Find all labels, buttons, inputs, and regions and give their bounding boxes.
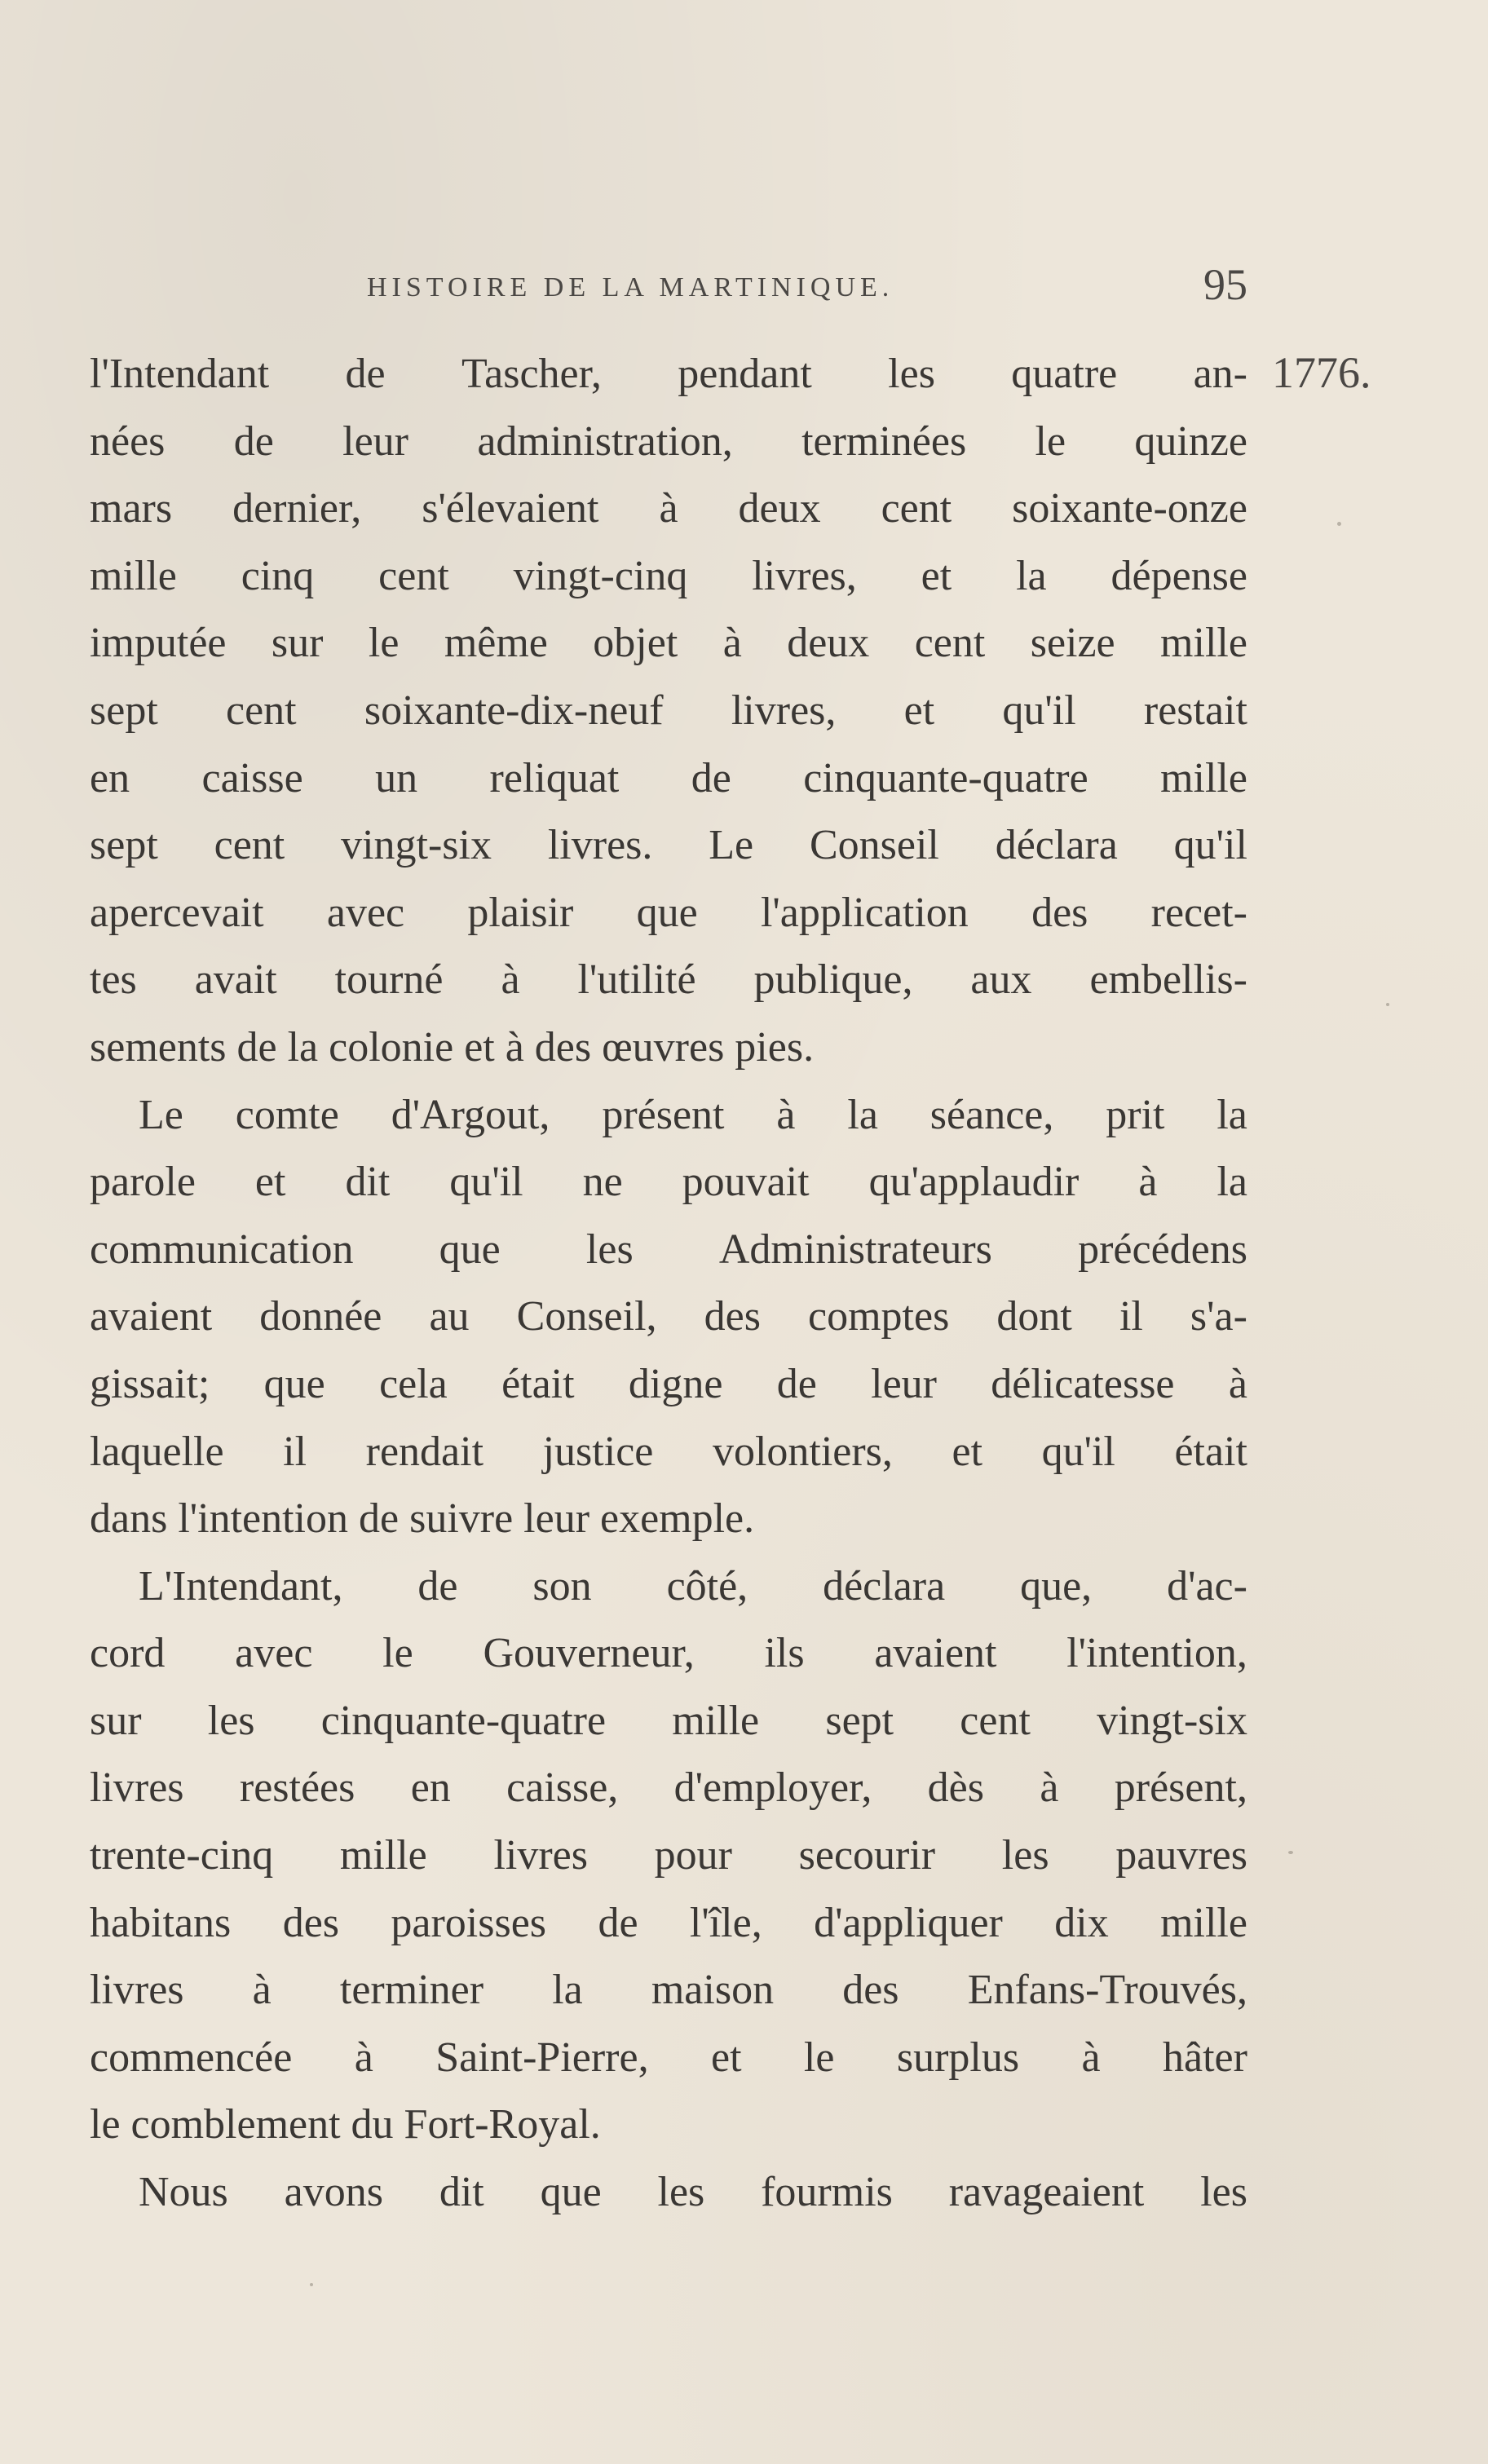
text-line: parole et dit qu'il ne pouvait qu'applaudir à la	[90, 1159, 1247, 1206]
text-line: mille cinq cent vingt-cinq livres, et la dépense	[90, 552, 1247, 599]
body-text	[90, 341, 1247, 2227]
margin-year-note: 1776.	[1272, 348, 1371, 397]
paper-speck	[1288, 1851, 1293, 1854]
text-line: laquelle il rendait justice volontiers, et qu'il était	[90, 1428, 1247, 1475]
running-header	[90, 259, 1247, 316]
text-line: commencée à Saint-Pierre, et le surplus à hâter	[90, 2033, 1247, 2081]
text-line: sept cent soixante-dix-neuf livres, et qu'il restait	[90, 687, 1247, 734]
text-line: imputée sur le même objet à deux cent seize mille	[90, 620, 1247, 667]
paper-speck	[1337, 522, 1341, 526]
text-line: avaient donnée au Conseil, des comptes dont il s'a-	[90, 1293, 1247, 1340]
text-line: gissait; que cela était digne de leur délicatesse à	[90, 1360, 1247, 1407]
text-line: dans l'intention de suivre leur exemple.	[90, 1495, 755, 1543]
text-line: sur les cinquante-quatre mille sept cent vingt-six	[90, 1697, 1247, 1744]
text-line: Nous avons dit que les fourmis ravageaient les	[139, 2169, 1247, 2216]
text-line: le comblement du Fort-Royal.	[90, 2101, 601, 2148]
text-line: L'Intendant, de son côté, déclara que, d'ac-	[139, 1562, 1247, 1610]
text-line: livres restées en caisse, d'employer, dès à présent,	[90, 1764, 1247, 1812]
text-line: mars dernier, s'élevaient à deux cent soixante-onze	[90, 485, 1247, 532]
text-line: l'Intendant de Tascher, pendant les quatre an-	[90, 351, 1247, 397]
text-line: livres à terminer la maison des Enfans-Trouvés,	[90, 1967, 1247, 2014]
text-line: apercevait avec plaisir que l'application des recet-	[90, 889, 1247, 936]
text-line: tes avait tourné à l'utilité publique, aux embellis-	[90, 956, 1247, 1004]
text-line: trente-cinq mille livres pour secourir les pauvres	[90, 1832, 1247, 1879]
page-number: 95	[1203, 260, 1247, 309]
text-line: sept cent vingt-six livres. Le Conseil déclara qu'il	[90, 822, 1247, 869]
text-line: cord avec le Gouverneur, ils avaient l'intention,	[90, 1630, 1247, 1677]
text-line: Le comte d'Argout, présent à la séance, prit la	[139, 1091, 1247, 1138]
text-line: communication que les Administrateurs précédens	[90, 1225, 1247, 1273]
running-title: HISTOIRE DE LA MARTINIQUE.	[367, 272, 894, 302]
text-line: sements de la colonie et à des œuvres pies.	[90, 1023, 815, 1071]
text-line: nées de leur administration, terminées le quinze	[90, 417, 1247, 465]
paper-speck	[1386, 1003, 1389, 1006]
text-line: habitans des paroisses de l'île, d'appliquer dix mille	[90, 1899, 1247, 1946]
paper-speck	[310, 2283, 313, 2286]
text-line: en caisse un reliquat de cinquante-quatre mille	[90, 754, 1247, 801]
